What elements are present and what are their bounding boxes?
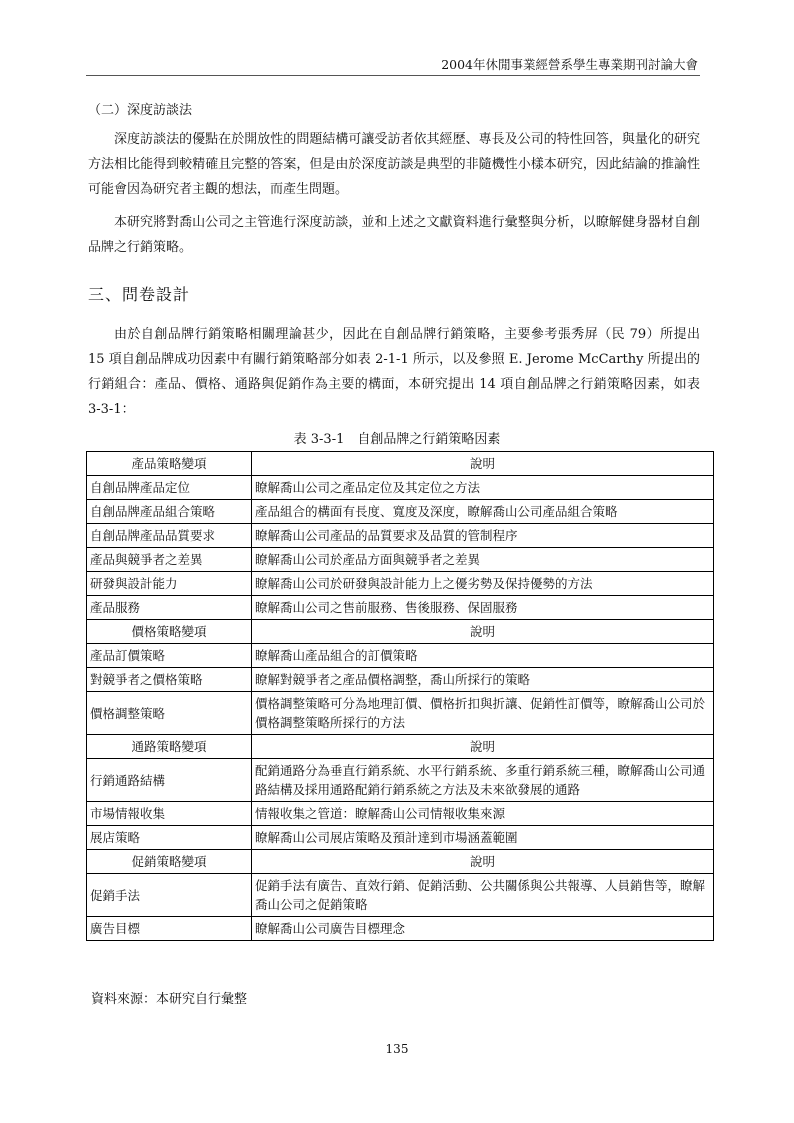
table-row: [87, 917, 714, 941]
section-title-in-depth-interview: （二）深度訪談法: [88, 103, 193, 118]
desc-cell: 瞭解喬山公司之售前服務、售後服務、保固服務: [252, 596, 714, 620]
item-cell: 廣告目標: [87, 917, 252, 941]
desc-cell: 瞭解喬山公司於研發與設計能力上之優劣勢及保持優勢的方法: [252, 572, 714, 596]
item-cell: 促銷手法: [87, 874, 252, 917]
group-header: 通路策略變項: [87, 735, 252, 759]
table-row: [87, 524, 714, 548]
desc-header: 說明: [252, 735, 714, 759]
item-cell: 產品訂價策略: [87, 644, 252, 668]
group-header: 產品策略變項: [87, 452, 252, 476]
desc-cell: 促銷手法有廣告、直效行銷、促銷活動、公共關係與公共報導、人員銷售等，瞭解喬山公司之促銷策略: [252, 874, 714, 917]
desc-header: 說明: [252, 620, 714, 644]
paragraph-research-plan: 本研究將對喬山公司之主管進行深度訪談，並和上述之文獻資料進行彙整與分析，以瞭解健身器材自創品牌之行銷策略。: [88, 215, 700, 255]
desc-cell: 情報收集之管道：瞭解喬山公司情報收集來源: [252, 802, 714, 826]
table-group-header-row: [87, 620, 714, 644]
item-cell: 自創品牌產品品質要求: [87, 524, 252, 548]
desc-cell: 瞭解喬山公司於產品方面與競爭者之差異: [252, 548, 714, 572]
item-cell: 行銷通路結構: [87, 759, 252, 802]
paragraph-interview-method: 深度訪談法的優點在於開放性的問題結構可讓受訪者依其經歷、專長及公司的特性回答，與量化的研究方法相比能得到較精確且完整的答案，但是由於深度訪談是典型的非隨機性小樣本研究，因此結論的推論性可能會因為研究者主觀的想法，而產生問題。: [88, 132, 700, 197]
table-row: [87, 596, 714, 620]
heading-questionnaire-design: 三、問卷設計: [88, 285, 191, 304]
table-group-header-row: [87, 850, 714, 874]
table-row: [87, 826, 714, 850]
group-header: 價格策略變項: [87, 620, 252, 644]
desc-header: 說明: [252, 452, 714, 476]
table-row: [87, 476, 714, 500]
group-header: 促銷策略變項: [87, 850, 252, 874]
table-row: [87, 548, 714, 572]
item-cell: 價格調整策略: [87, 692, 252, 735]
page-number: 135: [385, 1042, 409, 1056]
table-row: [87, 500, 714, 524]
desc-cell: 瞭解喬山公司之產品定位及其定位之方法: [252, 476, 714, 500]
item-cell: 自創品牌產品組合策略: [87, 500, 252, 524]
running-header: 2004年休閒事業經營系學生專業期刊討論大會: [441, 57, 698, 72]
marketing-strategy-table: [86, 451, 714, 941]
table-row: [87, 644, 714, 668]
paragraph-marketing-factors: 由於自創品牌行銷策略相關理論甚少，因此在自創品牌行銷策略，主要參考張秀屏（民 79）所提出 15 項自創品牌成功因素中有關行銷策略部分如表 2-1-1 所示，以及參照 E. Jerome McCarthy 所提出的行銷組合：產品、價格、通路與促銷作為主要的構面，本研究提出 14 項自創品牌之行銷策略因素，如表 3-3-1：: [88, 327, 700, 417]
table-row: [87, 572, 714, 596]
item-cell: 自創品牌產品定位: [87, 476, 252, 500]
header-rule: [86, 75, 700, 76]
table-source-note: 資料來源：本研究自行彙整: [91, 992, 248, 1007]
table-group-header-row: [87, 452, 714, 476]
desc-cell: 瞭解對競爭者之產品價格調整，喬山所採行的策略: [252, 668, 714, 692]
item-cell: 研發與設計能力: [87, 572, 252, 596]
desc-cell: 瞭解喬山產品組合的訂價策略: [252, 644, 714, 668]
desc-cell: 價格調整策略可分為地理訂價、價格折扣與折讓、促銷性訂價等，瞭解喬山公司於價格調整策略所採行的方法: [252, 692, 714, 735]
table-row: [87, 874, 714, 917]
desc-header: 說明: [252, 850, 714, 874]
desc-cell: 瞭解喬山公司展店策略及預計達到市場涵蓋範圍: [252, 826, 714, 850]
table-row: [87, 692, 714, 735]
item-cell: 對競爭者之價格策略: [87, 668, 252, 692]
item-cell: 產品與競爭者之差異: [87, 548, 252, 572]
desc-cell: 瞭解喬山公司產品的品質要求及品質的管制程序: [252, 524, 714, 548]
table-caption: 表 3-3-1 自創品牌之行銷策略因素: [293, 432, 501, 447]
table-row: [87, 668, 714, 692]
table-row: [87, 802, 714, 826]
item-cell: 產品服務: [87, 596, 252, 620]
item-cell: 展店策略: [87, 826, 252, 850]
table-group-header-row: [87, 735, 714, 759]
desc-cell: 瞭解喬山公司廣告目標理念: [252, 917, 714, 941]
desc-cell: 配銷通路分為垂直行銷系統、水平行銷系統、多重行銷系統三種，瞭解喬山公司通路結構及採用通路配銷行銷系統之方法及未來欲發展的通路: [252, 759, 714, 802]
item-cell: 市場情報收集: [87, 802, 252, 826]
table-row: [87, 759, 714, 802]
desc-cell: 產品組合的構面有長度、寬度及深度，瞭解喬山公司產品組合策略: [252, 500, 714, 524]
